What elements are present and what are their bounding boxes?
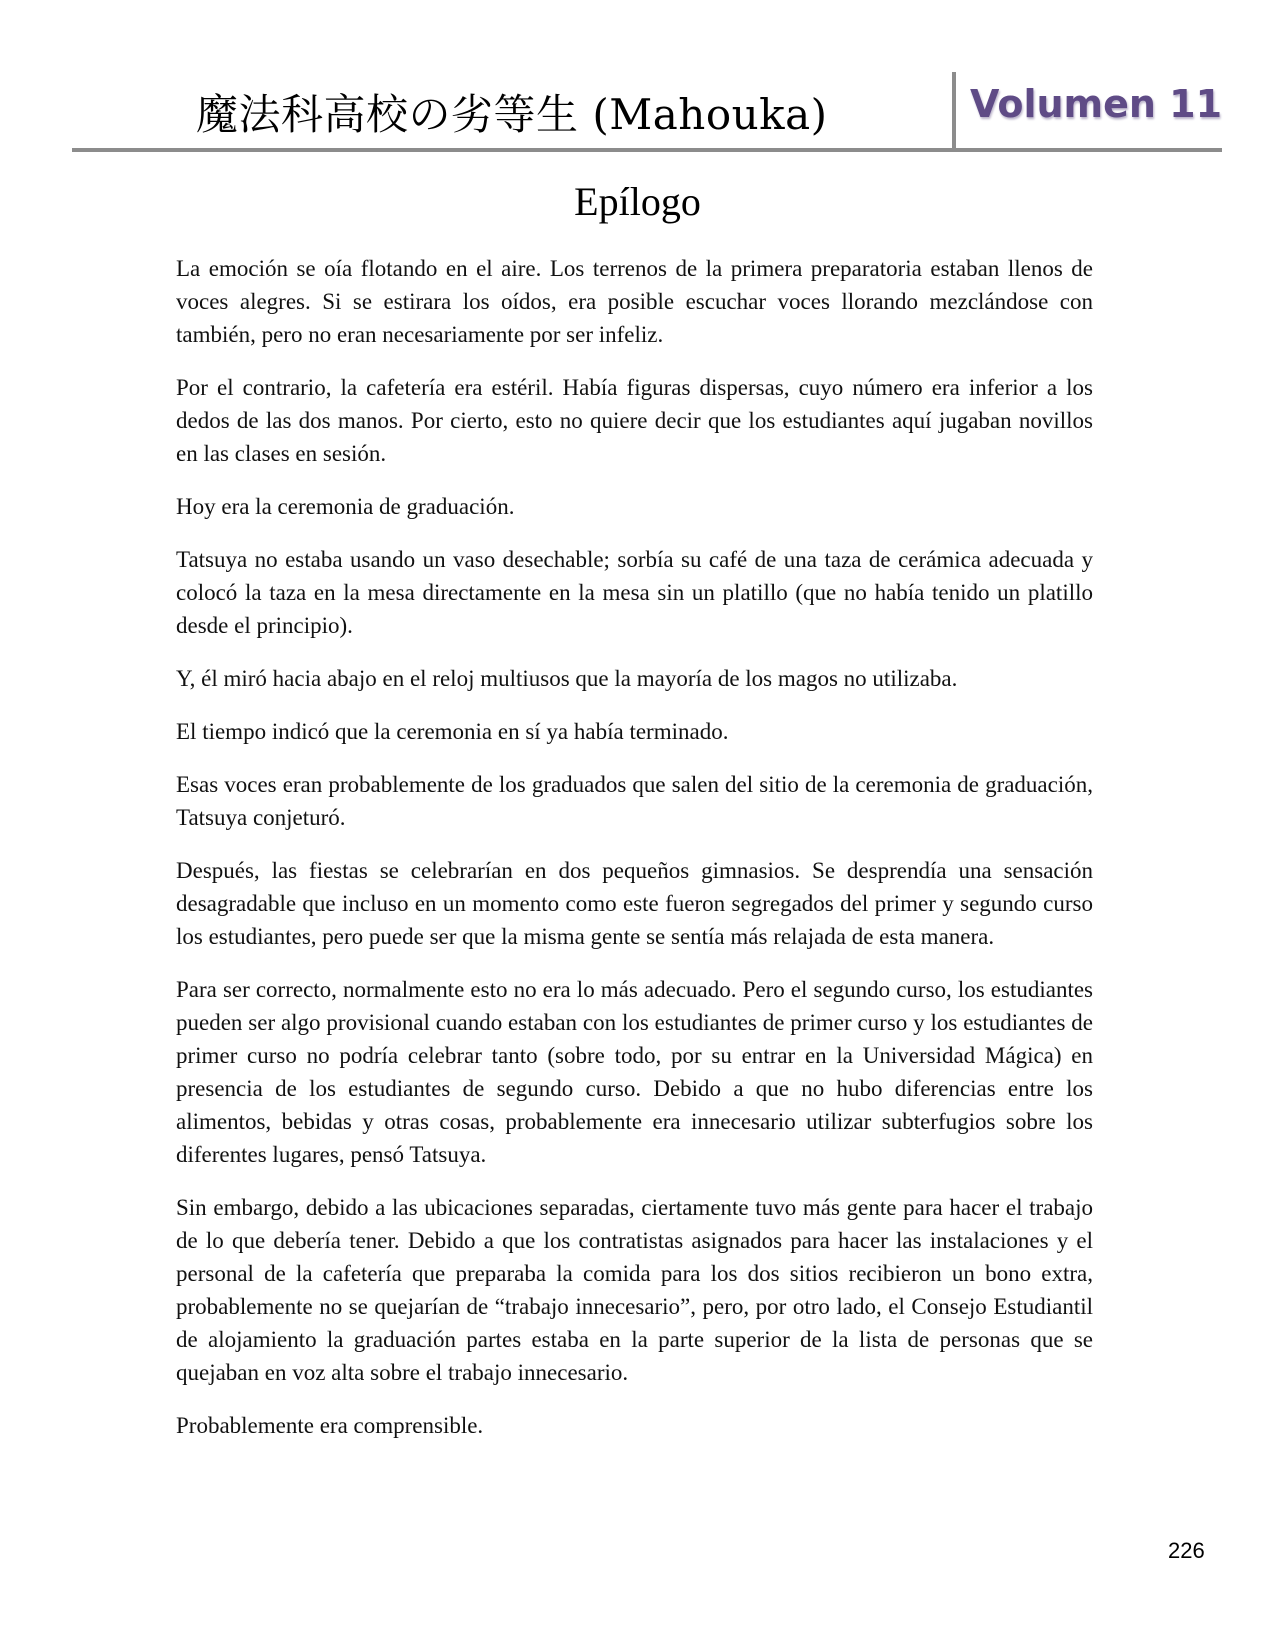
chapter-title: Epílogo	[574, 179, 701, 224]
series-title: 魔法科高校の劣等生 (Mahouka)	[196, 90, 828, 139]
paragraph: Por el contrario, la cafetería era estéril. Había figuras dispersas, cuyo número era inferior a los dedos de las dos manos. Por cierto, esto no quiere decir que los estudiantes aquí jugaban novillos en las clases en sesión.	[176, 375, 1093, 466]
paragraph: Después, las fiestas se celebrarían en dos pequeños gimnasios. Se desprendía una sensación desagradable que incluso en un momento como este fueron segregados del primer y segundo curso los estudiantes, pero puede ser que la misma gente se sentía más relajada de esta manera.	[176, 858, 1093, 949]
paragraph: Hoy era la ceremonia de graduación.	[176, 494, 515, 519]
paragraph: Y, él miró hacia abajo en el reloj multiusos que la mayoría de los magos no utilizaba.	[176, 666, 958, 691]
paragraph: Tatsuya no estaba usando un vaso desechable; sorbía su café de una taza de cerámica adecuada y colocó la taza en la mesa directamente en la mesa sin un platillo (que no había tenido un platillo desde el principio).	[176, 547, 1093, 638]
header-rule	[72, 148, 1222, 152]
paragraph: Esas voces eran probablemente de los graduados que salen del sitio de la ceremonia de graduación, Tatsuya conjeturó.	[176, 772, 1093, 830]
header-vertical-divider	[952, 72, 956, 148]
paragraph: Probablemente era comprensible.	[176, 1413, 484, 1438]
paragraph: Sin embargo, debido a las ubicaciones separadas, ciertamente tuvo más gente para hacer el trabajo de lo que debería tener. Debido a que los contratistas asignados para hacer las instalaciones y el personal de la cafetería que preparaba la comida para los dos sitios recibieron un bono extra, probablemente no se quejarían de “trabajo innecesario”, pero, por otro lado, el Consejo Estudiantil de alojamiento la graduación partes estaba en la parte superior de la lista de personas que se quejaban en voz alta sobre el trabajo innecesario.	[176, 1195, 1093, 1385]
paragraph: La emoción se oía flotando en el aire. Los terrenos de la primera preparatoria estaban llenos de voces alegres. Si se estirara los oídos, era posible escuchar voces llorando mezclándose con también, pero no eran necesariamente por ser infeliz.	[176, 256, 1093, 347]
body-text	[176, 252, 1093, 1462]
page-header	[72, 72, 1222, 150]
page-number: 226	[1168, 1538, 1205, 1563]
volume-label: Volumen 11	[970, 82, 1223, 126]
paragraph: Para ser correcto, normalmente esto no era lo más adecuado. Pero el segundo curso, los estudiantes pueden ser algo provisional cuando estaban con los estudiantes de primer curso y los estudiantes de primer curso no podría celebrar tanto (sobre todo, por su entrar en la Universidad Mágica) en presencia de los estudiantes de segundo curso. Debido a que no hubo diferencias entre los alimentos, bebidas y otras cosas, probablemente era innecesario utilizar subterfugios sobre los diferentes lugares, pensó Tatsuya.	[176, 977, 1093, 1167]
paragraph: El tiempo indicó que la ceremonia en sí ya había terminado.	[176, 719, 729, 744]
